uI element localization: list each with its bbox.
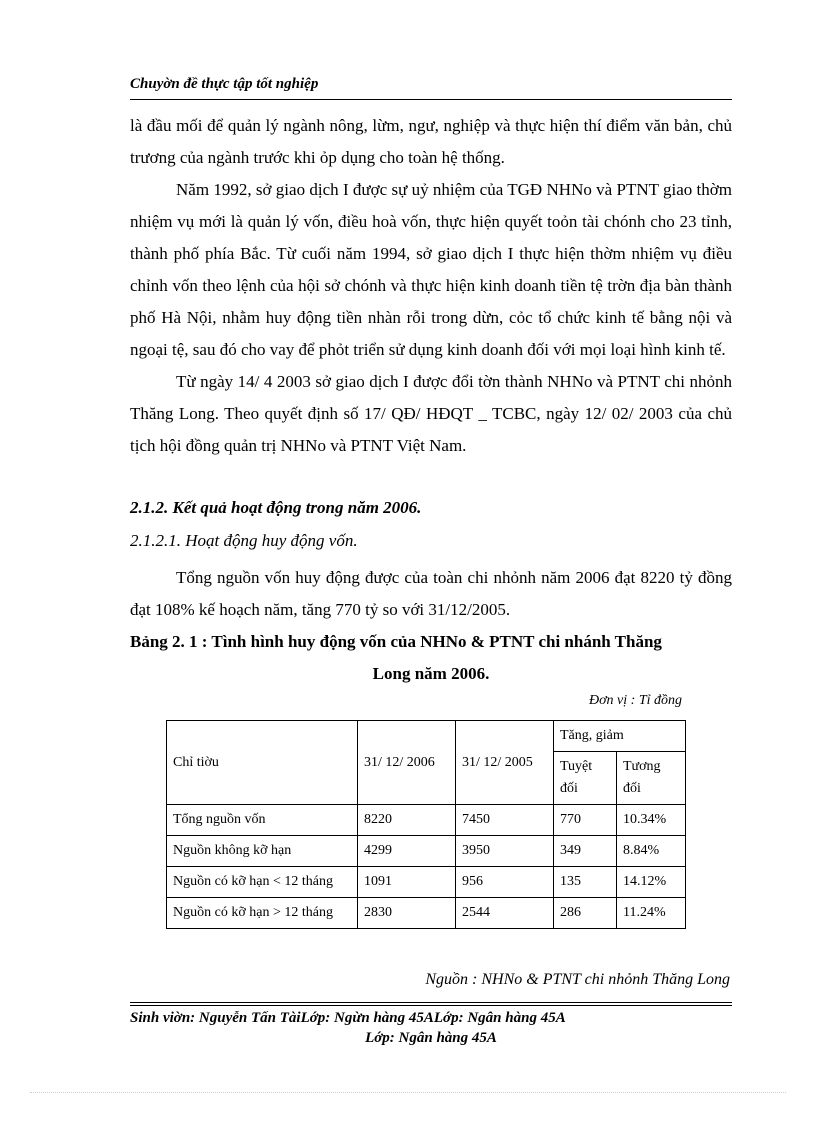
body-text	[130, 110, 732, 462]
paragraph-1: là đầu mối để quản lý ngành nông, lừm, ngư, nghiệp và thực hiện thí điểm văn bản, chủ trương của ngành trước khi ỏp dụng cho toàn hệ thống.	[130, 116, 732, 167]
row-absolute: 286	[554, 898, 617, 929]
paragraph-2: Năm 1992, sở giao dịch I được sự uỷ nhiệm của TGĐ NHNo và PTNT giao thờm nhiệm vụ mới là quản lý vốn, điều hoà vốn, thực hiện quyết toỏn tài chónh cho 23 tỉnh, thành phố phía Bắc. Từ cuối năm 1994, sở giao dịch I thực hiện thờm nhiệm vụ điều chỉnh vốn theo lệnh của hội sở chónh và thực hiện kinh doanh tiền tệ trờn địa bàn thành phố Hà Nội, nhằm huy động tiền nhàn rỗi trong dừn, cỏc tổ chức kinh tế bằng nội và ngoại tệ, sau đó cho vay để phỏt triển sử dụng kinh doanh đối với mọi loại hình kinh tế.	[130, 180, 732, 359]
row-value-2006: 4299	[358, 836, 456, 867]
row-value-2006: 2830	[358, 898, 456, 929]
row-label: Nguồn có kỡ hạn < 12 tháng	[167, 867, 358, 898]
header-divider	[130, 99, 732, 100]
section-paragraph: Tổng nguồn vốn huy động được của toàn chi nhỏnh năm 2006 đạt 8220 tỷ đồng đạt 108% kế hoạch năm, tăng 770 tỷ so với 31/12/2005.	[130, 568, 732, 619]
row-label: Nguồn có kỡ hạn > 12 tháng	[167, 898, 358, 929]
table-row	[167, 898, 686, 929]
table-unit: Đơn vị : Tỉ đồng	[588, 693, 682, 708]
row-relative: 8.84%	[617, 836, 686, 867]
row-label: Tổng nguồn vốn	[167, 805, 358, 836]
footer-divider-double	[130, 1005, 732, 1006]
table-row	[167, 805, 686, 836]
row-value-2005: 3950	[456, 836, 554, 867]
page-header: Chuyờn đề thực tập tốt nghiệp	[130, 76, 319, 92]
row-relative: 11.24%	[617, 898, 686, 929]
row-absolute: 770	[554, 805, 617, 836]
row-relative: 14.12%	[617, 867, 686, 898]
table-row	[167, 867, 686, 898]
header-2006: 31/ 12/ 2006	[358, 721, 456, 805]
footer-class-line: Lớp: Ngân hàng 45A	[365, 1030, 497, 1046]
row-value-2005: 956	[456, 867, 554, 898]
table-header-row	[167, 721, 686, 752]
footer-divider	[130, 1002, 732, 1003]
row-absolute: 135	[554, 867, 617, 898]
header-indicator: Chỉ tiờu	[167, 721, 358, 805]
row-value-2006: 1091	[358, 867, 456, 898]
footer-student-line: Sinh viờn: Nguyễn Tấn TàiLớp: Ngừn hàng 45ALớp: Ngân hàng 45A	[130, 1010, 566, 1026]
page-edge-dotted-line	[30, 1092, 786, 1093]
paragraph-3: Từ ngày 14/ 4 2003 sở giao dịch I được đổi tờn thành NHNo và PTNT chi nhỏnh Thăng Long. Theo quyết định số 17/ QĐ/ HĐQT _ TCBC, ngày 12/ 02/ 2003 của chủ tịch hội đồng quản trị NHNo và PTNT Việt Nam.	[130, 372, 732, 455]
header-relative: Tương đối	[617, 752, 686, 805]
capital-table	[166, 720, 686, 929]
row-value-2005: 2544	[456, 898, 554, 929]
subsection-heading: 2.1.2.1. Hoạt động huy động vốn.	[130, 531, 358, 550]
row-relative: 10.34%	[617, 805, 686, 836]
row-value-2006: 8220	[358, 805, 456, 836]
section-heading: 2.1.2. Kết quả hoạt động trong năm 2006.	[130, 498, 422, 517]
table-source: Nguồn : NHNo & PTNT chi nhỏnh Thăng Long	[425, 971, 730, 988]
header-absolute: Tuyệt đối	[554, 752, 617, 805]
header-2005: 31/ 12/ 2005	[456, 721, 554, 805]
table-row	[167, 836, 686, 867]
table-caption: Bảng 2. 1 : Tình hình huy động vốn của NHNo & PTNT chi nhánh Thăng	[130, 632, 662, 651]
row-label: Nguồn không kỡ hạn	[167, 836, 358, 867]
row-absolute: 349	[554, 836, 617, 867]
table-caption-line2: Long năm 2006.	[372, 664, 490, 683]
header-change-group: Tăng, giảm	[554, 721, 686, 752]
row-value-2005: 7450	[456, 805, 554, 836]
